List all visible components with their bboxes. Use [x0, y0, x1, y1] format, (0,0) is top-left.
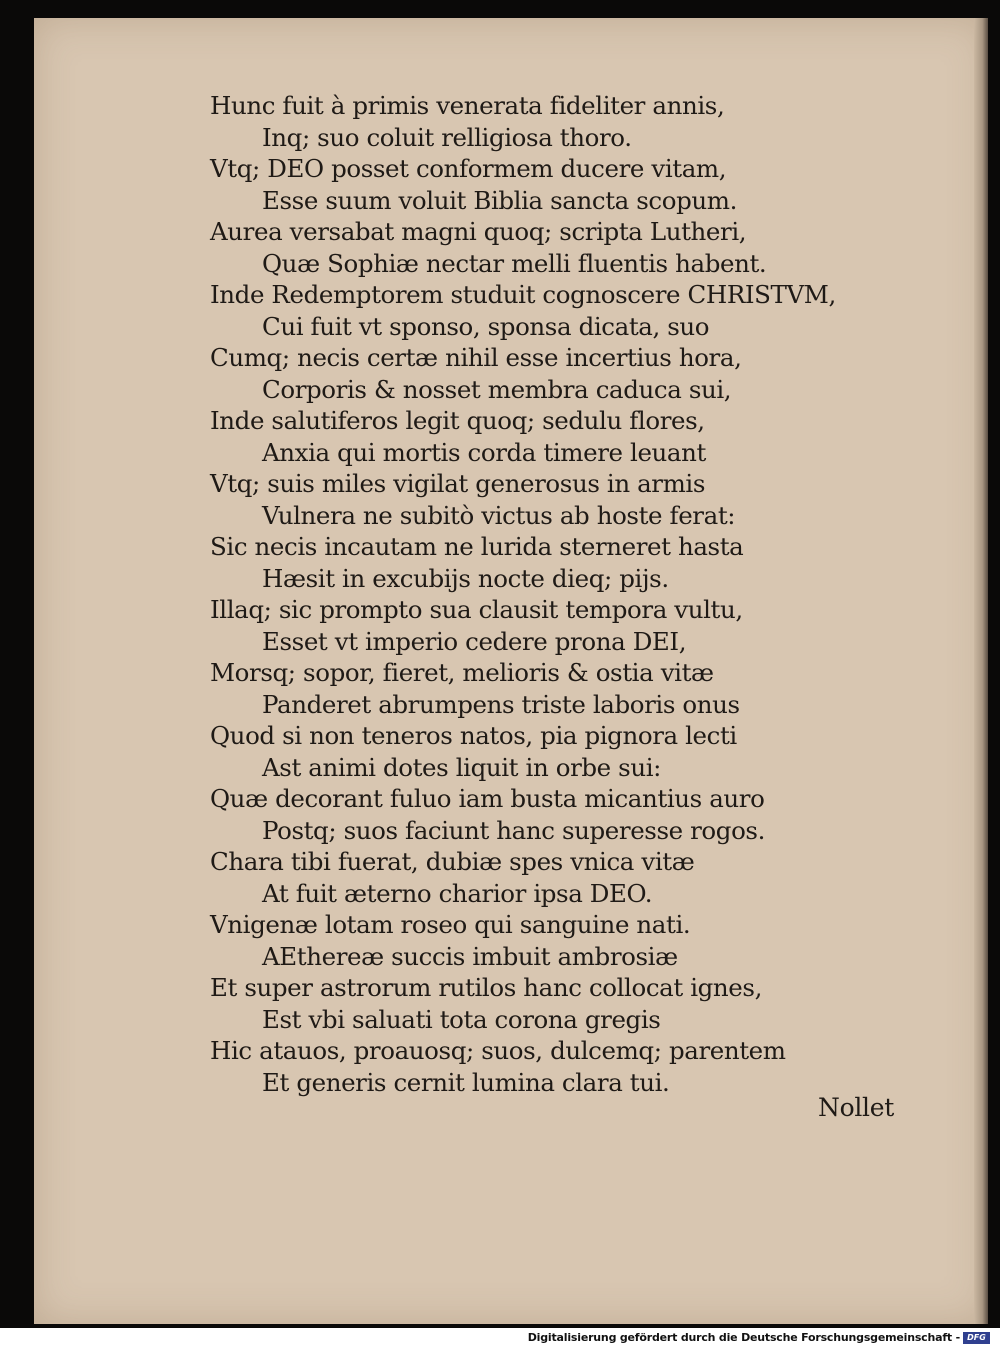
verse-line: Vnigenæ lotam roseo qui sanguine nati.: [210, 910, 691, 939]
verse-line: Chara tibi fuerat, dubiæ spes vnica vitæ: [210, 847, 695, 876]
verse-line: Vulnera ne subitò victus ab hoste ferat:: [262, 500, 736, 530]
verse-line: Cumq; necis certæ nihil esse incertius hora,: [210, 343, 742, 372]
verse-line: Aurea versabat magni quoq; scripta Lutheri,: [210, 217, 747, 246]
verse-line: Anxia qui mortis corda timere leuant: [262, 437, 706, 467]
verse-line: Sic necis incautam ne lurida sterneret hasta: [210, 532, 744, 561]
verse-line: Morsq; sopor, fieret, melioris & ostia vitæ: [210, 658, 714, 687]
verse-line: Cui fuit vt sponso, sponsa dicata, suo: [262, 311, 710, 341]
verse-line: Corporis & nosset membra caduca sui,: [262, 374, 732, 404]
funding-credit: Digitalisierung gefördert durch die Deutsche Forschungsgemeinschaft -: [527, 1331, 960, 1344]
poem-text: [210, 90, 900, 1098]
verse-line: Vtq; suis miles vigilat generosus in armis: [210, 469, 706, 498]
verse-line: Ast animi dotes liquit in orbe sui:: [262, 752, 661, 782]
verse-line: Est vbi saluati tota corona gregis: [262, 1004, 661, 1034]
verse-line: Inde Redemptorem studuit cognoscere CHRISTVM,: [210, 280, 836, 309]
verse-line: AEthereæ succis imbuit ambrosiæ: [262, 941, 678, 971]
page-edge: [974, 18, 988, 1324]
verse-line: Inde salutiferos legit quoq; sedulu flores,: [210, 406, 705, 435]
dfg-logo: DFG: [963, 1332, 990, 1344]
verse-line: Inq; suo coluit relligiosa thoro.: [262, 122, 632, 152]
verse-line: Et super astrorum rutilos hanc collocat ignes,: [210, 973, 762, 1002]
verse-line: Hæsit in excubijs nocte dieq; pijs.: [262, 563, 669, 593]
verse-line: Quod si non teneros natos, pia pignora lecti: [210, 721, 737, 750]
verse-line: At fuit æterno charior ipsa DEO.: [262, 878, 653, 908]
verse-line: Illaq; sic prompto sua clausit tempora vultu,: [210, 595, 743, 624]
verse-line: Esse suum voluit Biblia sancta scopum.: [262, 185, 737, 215]
verse-line: Vtq; DEO posset conformem ducere vitam,: [210, 154, 727, 183]
verse-line: Panderet abrumpens triste laboris onus: [262, 689, 740, 719]
verse-line: Quæ Sophiæ nectar melli fluentis habent.: [262, 248, 767, 278]
verse-line: Quæ decorant fuluo iam busta micantius auro: [210, 784, 765, 813]
catchword: Nollet: [818, 1093, 894, 1122]
verse-line: Esset vt imperio cedere prona DEI,: [262, 626, 687, 656]
verse-line: Hic atauos, proauosq; suos, dulcemq; parentem: [210, 1036, 786, 1065]
verse-line: Hunc fuit à primis venerata fideliter annis,: [210, 91, 725, 120]
verse-line: Et generis cernit lumina clara tui.: [262, 1067, 670, 1097]
verse-line: Postq; suos faciunt hanc superesse rogos.: [262, 815, 765, 845]
digitization-footer: [0, 1328, 1000, 1348]
